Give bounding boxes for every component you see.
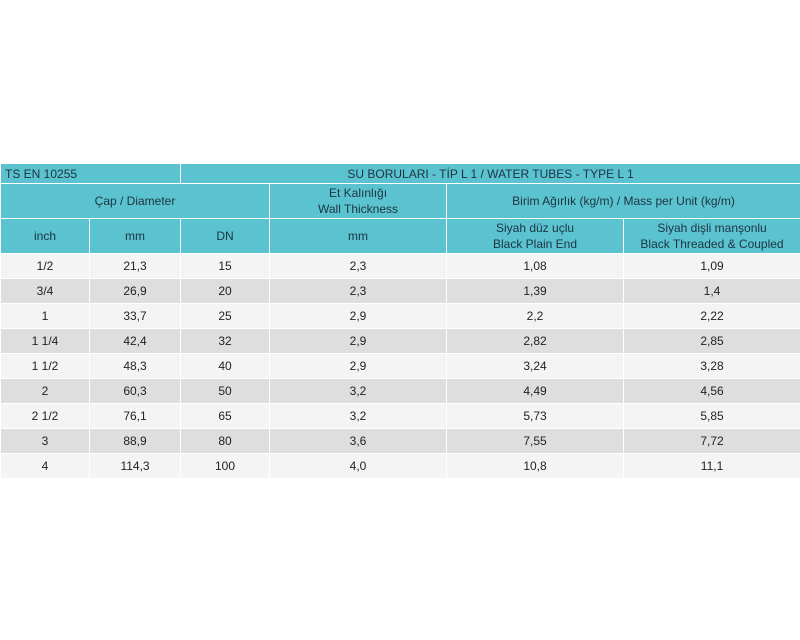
inch-cell: 3 [1, 429, 90, 454]
threaded-mass-cell: 2,22 [624, 304, 800, 329]
inch-cell: 1 1/2 [1, 354, 90, 379]
dn-cell: 65 [181, 404, 270, 429]
table-header [1, 164, 800, 254]
wall-thickness-cell: 3,2 [270, 404, 447, 429]
wall-thickness-cell: 3,2 [270, 379, 447, 404]
table-row [1, 454, 800, 479]
plain-end-mass-cell: 7,55 [447, 429, 624, 454]
table-row [1, 354, 800, 379]
threaded-mass-cell: 1,4 [624, 279, 800, 304]
plain-end-mass-cell: 5,73 [447, 404, 624, 429]
inch-cell: 1/2 [1, 254, 90, 279]
diameter-header: Çap / Diameter [1, 184, 270, 219]
col-dn-header: DN [181, 219, 270, 254]
col-inch-header: inch [1, 219, 90, 254]
table-row [1, 379, 800, 404]
plain-end-mass-cell: 3,24 [447, 354, 624, 379]
col-mm-header: mm [90, 219, 181, 254]
wall-thickness-cell: 2,9 [270, 354, 447, 379]
mm-cell: 26,9 [90, 279, 181, 304]
inch-cell: 4 [1, 454, 90, 479]
plain-end-mass-cell: 2,2 [447, 304, 624, 329]
table-row [1, 254, 800, 279]
wall-thickness-cell: 4,0 [270, 454, 447, 479]
wall-thickness-header-en: Wall Thickness [318, 202, 399, 216]
plain-end-mass-cell: 4,49 [447, 379, 624, 404]
column-header-row [1, 219, 800, 254]
plain-end-header-en: Black Plain End [492, 237, 578, 251]
dn-cell: 25 [181, 304, 270, 329]
table-row [1, 429, 800, 454]
table-body [1, 254, 800, 479]
dn-cell: 20 [181, 279, 270, 304]
mm-cell: 88,9 [90, 429, 181, 454]
inch-cell: 2 [1, 379, 90, 404]
plain-end-mass-cell: 1,08 [447, 254, 624, 279]
threaded-mass-cell: 11,1 [624, 454, 800, 479]
threaded-mass-cell: 3,28 [624, 354, 800, 379]
wall-thickness-cell: 3,6 [270, 429, 447, 454]
dn-cell: 40 [181, 354, 270, 379]
threaded-mass-cell: 2,85 [624, 329, 800, 354]
threaded-mass-cell: 7,72 [624, 429, 800, 454]
threaded-header-en: Black Threaded & Coupled [640, 237, 784, 251]
mm-cell: 76,1 [90, 404, 181, 429]
threaded-mass-cell: 1,09 [624, 254, 800, 279]
wall-thickness-cell: 2,3 [270, 279, 447, 304]
plain-end-mass-cell: 10,8 [447, 454, 624, 479]
table-row [1, 304, 800, 329]
plain-end-mass-cell: 1,39 [447, 279, 624, 304]
dn-cell: 80 [181, 429, 270, 454]
plain-end-header-tr: Siyah düz uçlu [495, 221, 575, 235]
threaded-header-tr: Siyah dişli manşonlu [657, 221, 767, 235]
water-tubes-table [0, 163, 800, 479]
inch-cell: 1 1/4 [1, 329, 90, 354]
dn-cell: 15 [181, 254, 270, 279]
wall-thickness-cell: 2,9 [270, 329, 447, 354]
mm-cell: 33,7 [90, 304, 181, 329]
inch-cell: 3/4 [1, 279, 90, 304]
col-wall-mm-header: mm [270, 219, 447, 254]
title-row [1, 164, 800, 184]
col-plain-end-header [447, 219, 624, 254]
threaded-mass-cell: 4,56 [624, 379, 800, 404]
wall-thickness-header [270, 184, 447, 219]
mm-cell: 42,4 [90, 329, 181, 354]
wall-thickness-cell: 2,3 [270, 254, 447, 279]
dn-cell: 32 [181, 329, 270, 354]
mm-cell: 48,3 [90, 354, 181, 379]
table-row [1, 329, 800, 354]
wall-thickness-cell: 2,9 [270, 304, 447, 329]
table-row [1, 279, 800, 304]
mm-cell: 114,3 [90, 454, 181, 479]
plain-end-mass-cell: 2,82 [447, 329, 624, 354]
inch-cell: 2 1/2 [1, 404, 90, 429]
table-title: SU BORULARI - TİP L 1 / WATER TUBES - TYPE L 1 [181, 164, 800, 184]
wall-thickness-header-tr: Et Kalınlığı [329, 186, 388, 200]
inch-cell: 1 [1, 304, 90, 329]
table-row [1, 404, 800, 429]
threaded-mass-cell: 5,85 [624, 404, 800, 429]
mm-cell: 60,3 [90, 379, 181, 404]
standard-label: TS EN 10255 [1, 164, 181, 184]
dn-cell: 50 [181, 379, 270, 404]
mass-per-unit-header: Birim Ağırlık (kg/m) / Mass per Unit (kg/m) [447, 184, 800, 219]
group-header-row [1, 184, 800, 219]
dn-cell: 100 [181, 454, 270, 479]
mm-cell: 21,3 [90, 254, 181, 279]
col-threaded-header [624, 219, 800, 254]
